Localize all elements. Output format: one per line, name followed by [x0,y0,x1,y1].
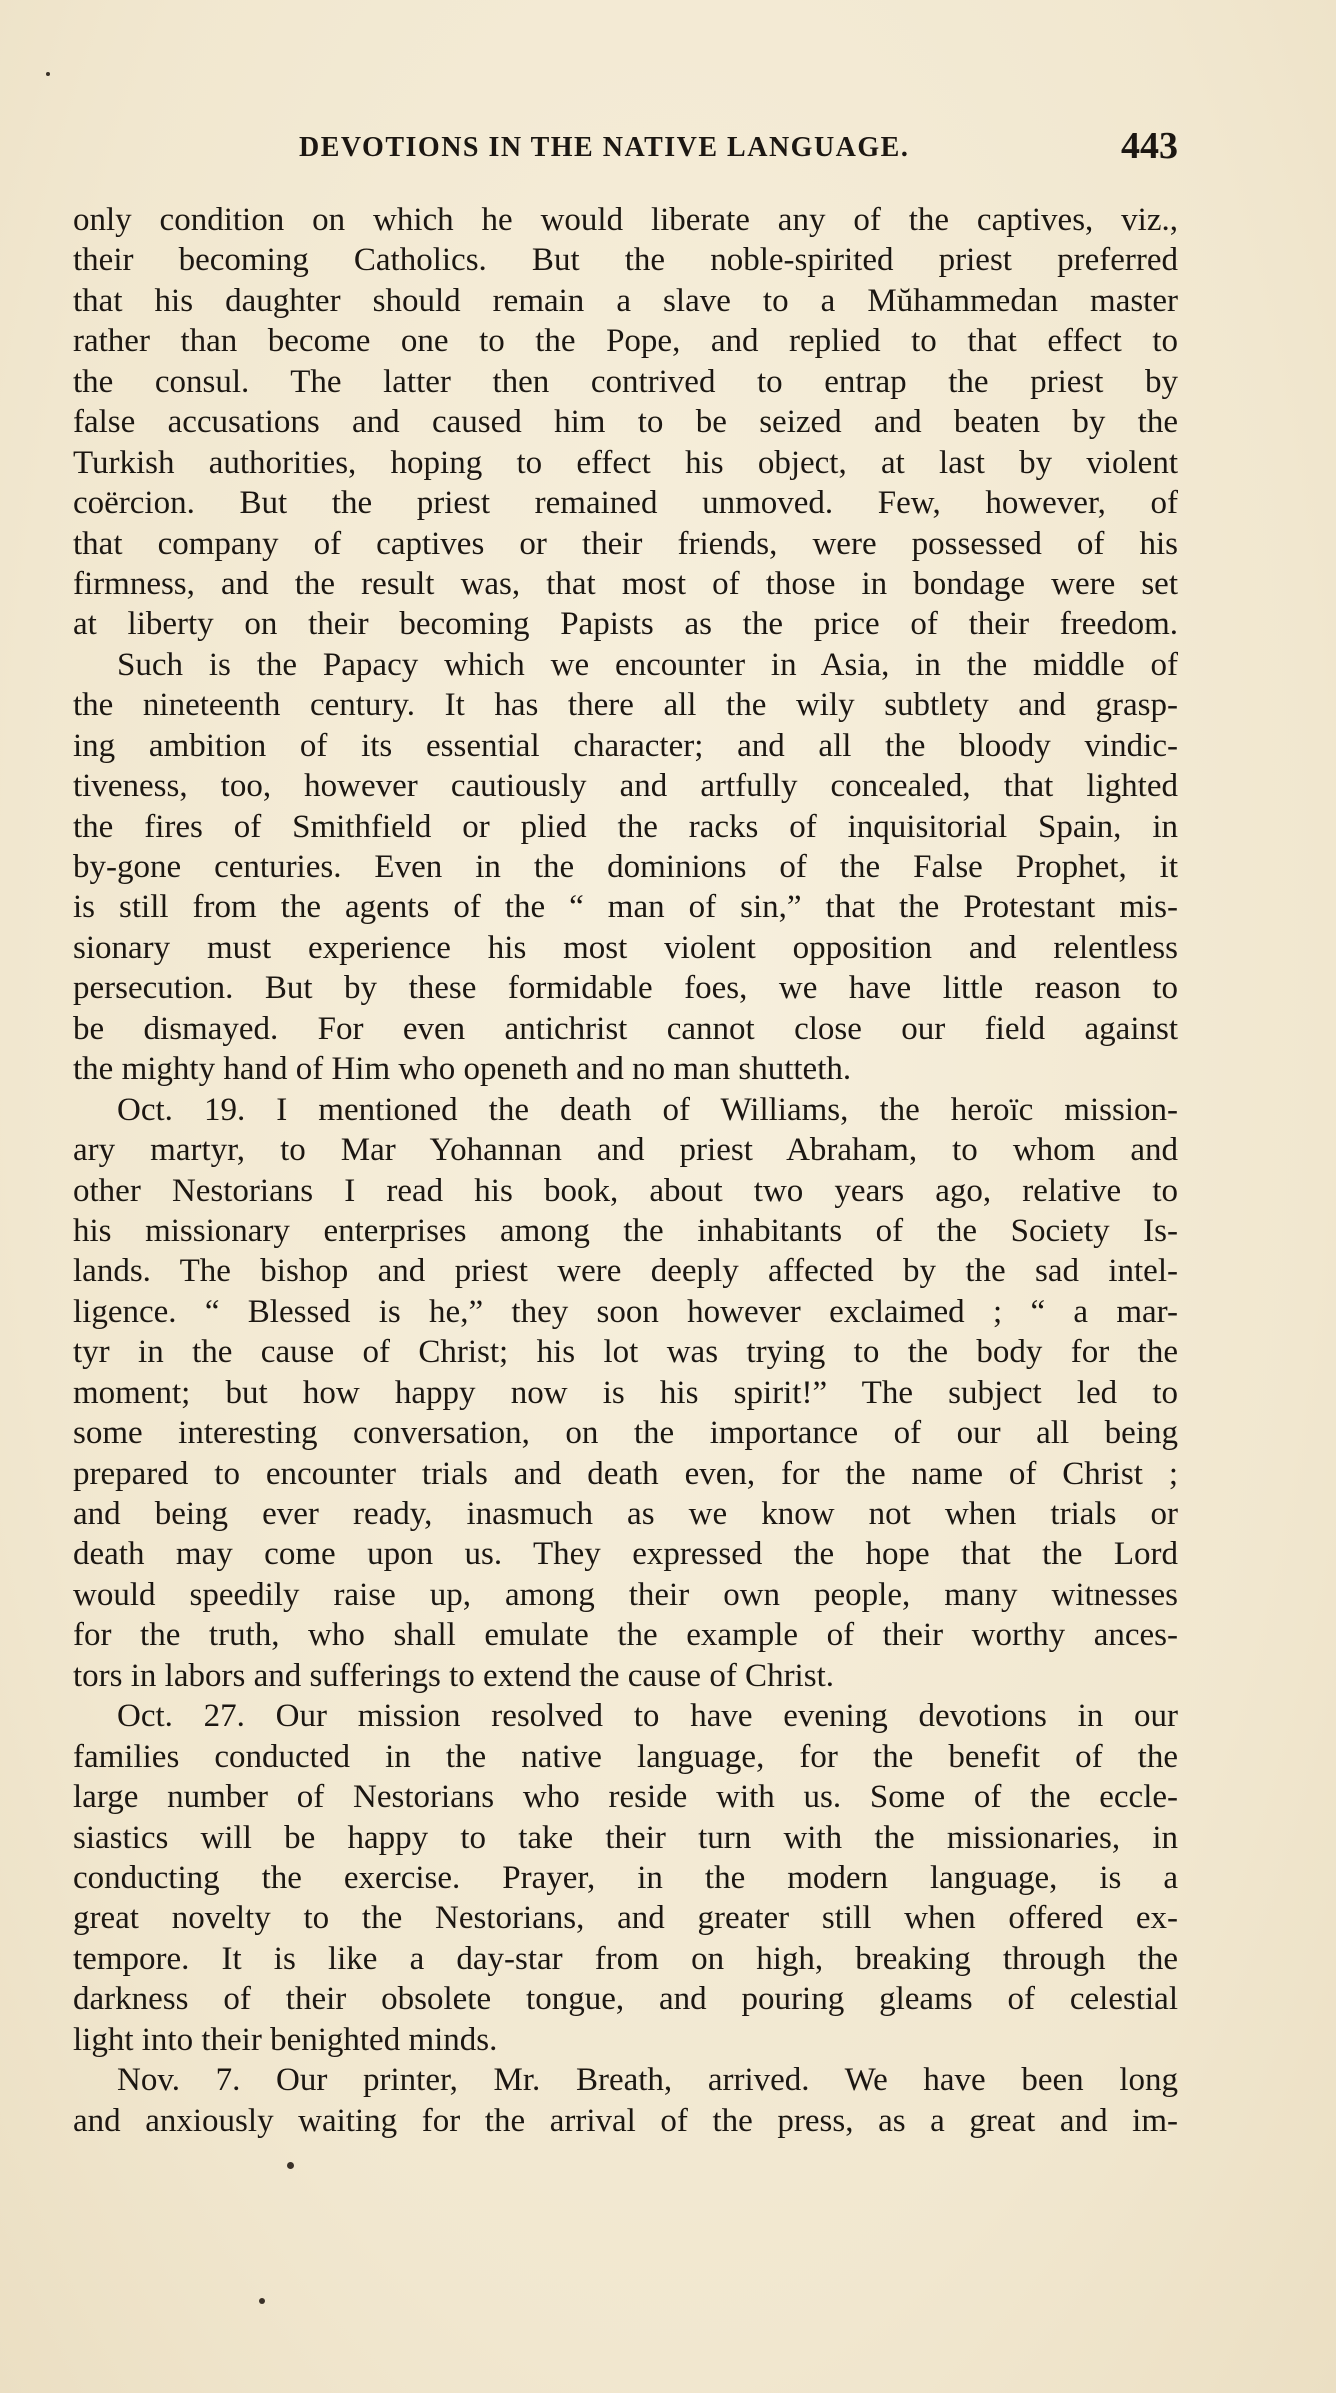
text-line: by-gone centuries. Even in the dominions of the False Prophet, it [73,849,1178,885]
ink-speck [259,2298,265,2304]
text-line: other Nestorians I read his book, about two years ago, relative to [73,1172,1178,1209]
text-line: ligence. “ Blessed is he,” they soon however exclaimed ; “ a mar- [73,1293,1178,1330]
text-line: Turkish authorities, hoping to effect his object, at last by violent [73,444,1178,481]
text-line: be dismayed. For even antichrist cannot close our field against [73,1010,1178,1047]
text-line: only condition on which he would liberate any of the captives, viz., [73,202,1178,238]
text-line: his missionary enterprises among the inhabitants of the Society Is- [73,1212,1178,1249]
text-line: that his daughter should remain a slave to a Mŭhammedan master [73,282,1178,319]
text-line: the mighty hand of Him who openeth and no man shutteth. [73,1051,852,1088]
text-line: families conducted in the native language, for the benefit of the [73,1738,1178,1775]
text-line: at liberty on their becoming Papists as the price of their freedom. [73,606,1178,643]
ink-speck [287,2162,294,2169]
text-line: Oct. 27. Our mission resolved to have evening devotions in our [117,1698,1178,1735]
text-line: the nineteenth century. It has there all the wily subtlety and grasp- [73,687,1178,724]
text-line: for the truth, who shall emulate the example of their worthy ances- [73,1617,1178,1654]
text-line: their becoming Catholics. But the noble-spirited priest preferred [73,242,1178,279]
text-line: would speedily raise up, among their own people, many witnesses [73,1576,1178,1613]
text-line: light into their benighted minds. [73,2021,498,2058]
running-head: DEVOTIONS IN THE NATIVE LANGUAGE. [299,132,910,163]
ink-speck [46,72,50,76]
text-line: and anxiously waiting for the arrival of the press, as a great and im- [73,2102,1178,2139]
text-line: some interesting conversation, on the importance of our all being [73,1415,1178,1452]
text-line: tors in labors and sufferings to extend the cause of Christ. [73,1657,834,1694]
page-header [73,124,1178,174]
text-line: large number of Nestorians who reside with us. Some of the eccle- [73,1779,1178,1816]
text-line: great novelty to the Nestorians, and greater still when offered ex- [73,1900,1178,1937]
text-line: that company of captives or their friends, were possessed of his [73,525,1178,562]
text-line: ing ambition of its essential character; and all the bloody vindic- [73,727,1178,764]
text-line: prepared to encounter trials and death even, for the name of Christ ; [73,1455,1178,1492]
text-line: death may come upon us. They expressed the hope that the Lord [73,1536,1178,1573]
text-line: Oct. 19. I mentioned the death of Williams, the heroïc mission- [117,1091,1178,1128]
text-line: Such is the Papacy which we encounter in Asia, in the middle of [117,646,1178,683]
text-line: sionary must experience his most violent opposition and relentless [73,929,1178,966]
text-line: darkness of their obsolete tongue, and pouring gleams of celestial [73,1981,1178,2018]
text-line: tempore. It is like a day-star from on high, breaking through the [73,1940,1178,1977]
text-line: false accusations and caused him to be seized and beaten by the [73,404,1178,441]
page-number: 443 [1121,125,1178,167]
text-line: ary martyr, to Mar Yohannan and priest Abraham, to whom and [73,1132,1178,1169]
text-line: is still from the agents of the “ man of sin,” that the Protestant mis- [73,889,1178,926]
text-line: coërcion. But the priest remained unmoved. Few, however, of [73,485,1178,522]
text-line: the consul. The latter then contrived to entrap the priest by [73,363,1178,400]
text-line: lands. The bishop and priest were deeply affected by the sad intel- [73,1253,1178,1290]
text-line: moment; but how happy now is his spirit!” The subject led to [73,1374,1178,1411]
body-text [73,200,1178,2141]
text-line: tyr in the cause of Christ; his lot was trying to the body for the [73,1334,1178,1371]
text-line: tiveness, too, however cautiously and artfully concealed, that lighted [73,768,1178,805]
text-line: and being ever ready, inasmuch as we know not when trials or [73,1496,1178,1532]
text-line: siastics will be happy to take their turn with the missionaries, in [73,1819,1178,1856]
text-line: Nov. 7. Our printer, Mr. Breath, arrived. We have been long [117,2062,1178,2099]
text-line: the fires of Smithfield or plied the racks of inquisitorial Spain, in [73,808,1178,845]
text-line: firmness, and the result was, that most of those in bondage were set [73,565,1178,602]
text-line: conducting the exercise. Prayer, in the modern language, is a [73,1859,1178,1896]
text-line: rather than become one to the Pope, and replied to that effect to [73,323,1178,360]
text-line: persecution. But by these formidable foes, we have little reason to [73,970,1178,1007]
